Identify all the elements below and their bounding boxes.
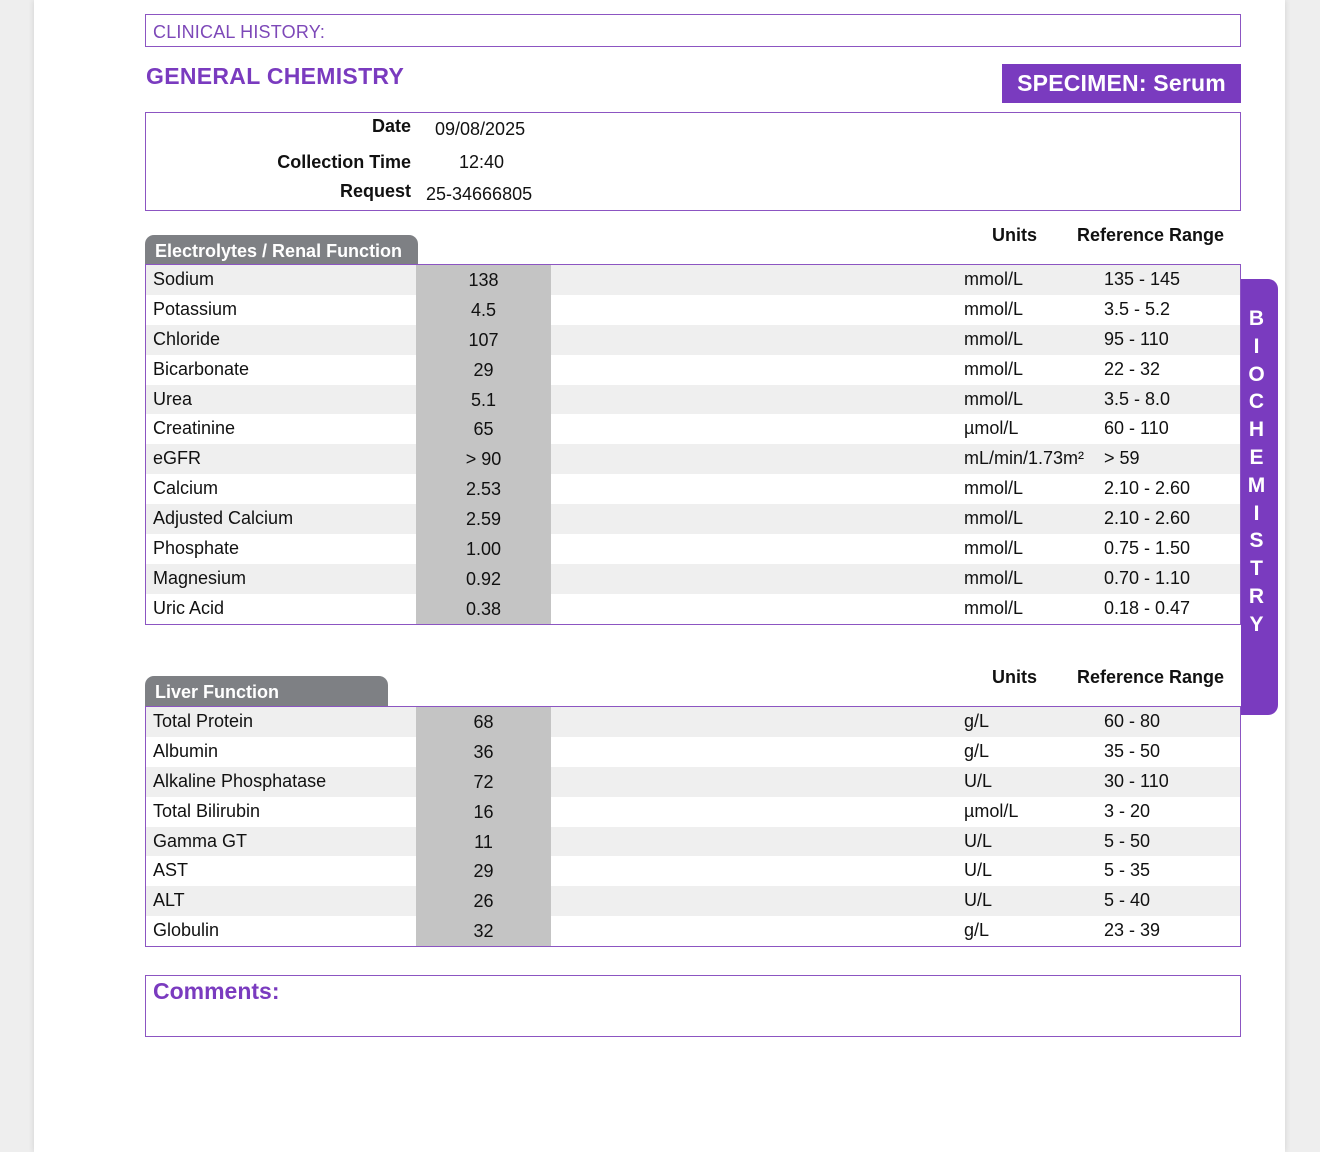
table-row (146, 916, 1240, 946)
result-value: 2.53 (416, 474, 551, 504)
units: mmol/L (964, 298, 1024, 319)
request-label: Request (339, 181, 411, 201)
result-value: 1.00 (416, 534, 551, 564)
test-name: Bicarbonate (153, 358, 250, 379)
table-row (146, 295, 1240, 325)
units: U/L (964, 890, 993, 911)
sidebar-letter: C (1248, 390, 1265, 414)
sidebar-letter: E (1249, 446, 1264, 469)
units: mmol/L (964, 269, 1024, 289)
reference-range: > 59 (1104, 448, 1140, 469)
sidebar-letter: H (1248, 418, 1265, 442)
units: U/L (964, 830, 993, 851)
date-value: 09/08/2025 (435, 119, 526, 139)
result-value: 29 (416, 856, 551, 886)
units: g/L (964, 740, 990, 761)
result-value: 72 (416, 767, 551, 797)
reference-range: 5 - 50 (1104, 830, 1151, 851)
test-name: Uric Acid (153, 597, 225, 618)
result-value: 138 (416, 265, 551, 295)
table-row (146, 594, 1240, 624)
test-name: Alkaline Phosphatase (153, 770, 327, 791)
reference-range: 22 - 32 (1104, 358, 1161, 379)
table-row (146, 886, 1240, 916)
table-row (146, 414, 1240, 444)
units: U/L (964, 770, 993, 791)
test-name: Phosphate (153, 538, 240, 559)
units: mmol/L (964, 388, 1024, 409)
collection-time-value: 12:40 (459, 152, 505, 172)
clinical-history-label: CLINICAL HISTORY: (153, 22, 326, 42)
sidebar-letter: R (1248, 585, 1265, 608)
reference-range: 2.10 - 2.60 (1104, 508, 1191, 529)
reference-range: 3.5 - 5.2 (1104, 298, 1171, 319)
units: mmol/L (964, 538, 1024, 559)
result-value: 0.38 (416, 594, 551, 624)
table-row (146, 355, 1240, 385)
table-row (146, 564, 1240, 594)
result-value: 68 (416, 707, 551, 737)
reference-range: 135 - 145 (1104, 269, 1181, 289)
test-name: Chloride (153, 328, 221, 349)
reference-range: 5 - 40 (1104, 890, 1151, 911)
test-name: Sodium (153, 269, 215, 289)
result-value: 11 (416, 827, 551, 857)
test-name: eGFR (153, 448, 202, 469)
result-value: 32 (416, 916, 551, 946)
table-row (146, 707, 1240, 737)
test-name: Urea (153, 388, 193, 409)
table-row (146, 534, 1240, 564)
units: mL/min/1.73m² (964, 448, 1085, 469)
test-name: ALT (153, 890, 185, 911)
sidebar-letter: I (1253, 334, 1260, 358)
table-row (146, 504, 1240, 534)
units: mmol/L (964, 508, 1024, 529)
reference-range: 5 - 35 (1104, 860, 1151, 881)
sidebar-letter: S (1249, 529, 1264, 553)
test-name: Adjusted Calcium (153, 508, 294, 529)
units: mmol/L (964, 567, 1024, 588)
result-value: 36 (416, 737, 551, 767)
request-value: 25-34666805 (426, 184, 533, 204)
table-row (146, 385, 1240, 415)
result-value: 29 (416, 355, 551, 385)
reference-range: 30 - 110 (1104, 770, 1169, 791)
reference-range: 0.70 - 1.10 (1104, 567, 1191, 588)
sidebar-letter: I (1253, 501, 1260, 525)
comments-label: Comments: (153, 978, 280, 1004)
result-value: 4.5 (416, 295, 551, 325)
reference-range: 0.75 - 1.50 (1104, 538, 1191, 559)
reference-range: 60 - 80 (1104, 711, 1161, 731)
reference-range: 3 - 20 (1104, 800, 1151, 821)
reference-range: 35 - 50 (1104, 740, 1161, 761)
units: mmol/L (964, 478, 1024, 499)
result-value: 26 (416, 886, 551, 916)
units: g/L (964, 711, 990, 731)
result-value: 65 (416, 414, 551, 444)
electrolytes-table (145, 264, 1241, 625)
test-name: Potassium (153, 298, 238, 319)
test-name: Magnesium (153, 567, 247, 588)
reference-range: 2.10 - 2.60 (1104, 478, 1191, 499)
date-label: Date (371, 116, 411, 136)
units: µmol/L (964, 418, 1019, 439)
result-value: 5.1 (416, 385, 551, 415)
liver-function-table (145, 706, 1241, 947)
reference-range: 0.18 - 0.47 (1104, 597, 1191, 618)
electrolytes-tab: Electrolytes / Renal Function (145, 235, 418, 265)
units: mmol/L (964, 597, 1024, 618)
reference-range: 60 - 110 (1104, 418, 1169, 439)
specimen-badge: SPECIMEN: Serum (1002, 64, 1241, 103)
electrolytes-units-header: Units (992, 225, 1037, 245)
electrolytes-range-header: Reference Range (1077, 225, 1225, 245)
table-row (146, 856, 1240, 886)
reference-range: 95 - 110 (1104, 328, 1169, 349)
report-page (34, 0, 1285, 1152)
biochemistry-side-label (1241, 279, 1278, 715)
table-row (146, 444, 1240, 474)
units: U/L (964, 860, 993, 881)
reference-range: 23 - 39 (1104, 920, 1161, 941)
test-name: Total Protein (153, 711, 254, 731)
units: mmol/L (964, 358, 1024, 379)
comments-box (145, 975, 1241, 1037)
liver-units-header: Units (992, 667, 1037, 687)
reference-range: 3.5 - 8.0 (1104, 388, 1171, 409)
units: g/L (964, 920, 990, 941)
test-name: Albumin (153, 740, 219, 761)
liver-range-header: Reference Range (1077, 667, 1225, 687)
request-info-box (145, 112, 1241, 211)
test-name: Gamma GT (153, 830, 248, 851)
sidebar-letter: T (1250, 557, 1263, 581)
test-name: Calcium (153, 478, 219, 499)
collection-time-label: Collection Time (277, 152, 411, 172)
table-row (146, 767, 1240, 797)
result-value: 107 (416, 325, 551, 355)
table-row (146, 737, 1240, 767)
section-title: GENERAL CHEMISTRY (146, 63, 405, 89)
liver-function-tab: Liver Function (145, 676, 388, 706)
units: mmol/L (964, 328, 1024, 349)
result-value: 0.92 (416, 564, 551, 594)
table-row (146, 325, 1240, 355)
test-name: AST (153, 860, 189, 881)
test-name: Total Bilirubin (153, 800, 261, 821)
test-name: Creatinine (153, 418, 236, 439)
table-row (146, 474, 1240, 504)
sidebar-letter: Y (1249, 612, 1264, 636)
sidebar-letter: O (1248, 362, 1265, 386)
result-value: > 90 (416, 444, 551, 474)
sidebar-letter: B (1248, 307, 1265, 330)
table-row (146, 797, 1240, 827)
sidebar-letter: M (1247, 473, 1266, 497)
result-value: 16 (416, 797, 551, 827)
clinical-history-box (145, 14, 1241, 47)
table-row (146, 265, 1240, 295)
test-name: Globulin (153, 920, 220, 941)
result-value: 2.59 (416, 504, 551, 534)
units: µmol/L (964, 800, 1019, 821)
table-row (146, 827, 1240, 857)
